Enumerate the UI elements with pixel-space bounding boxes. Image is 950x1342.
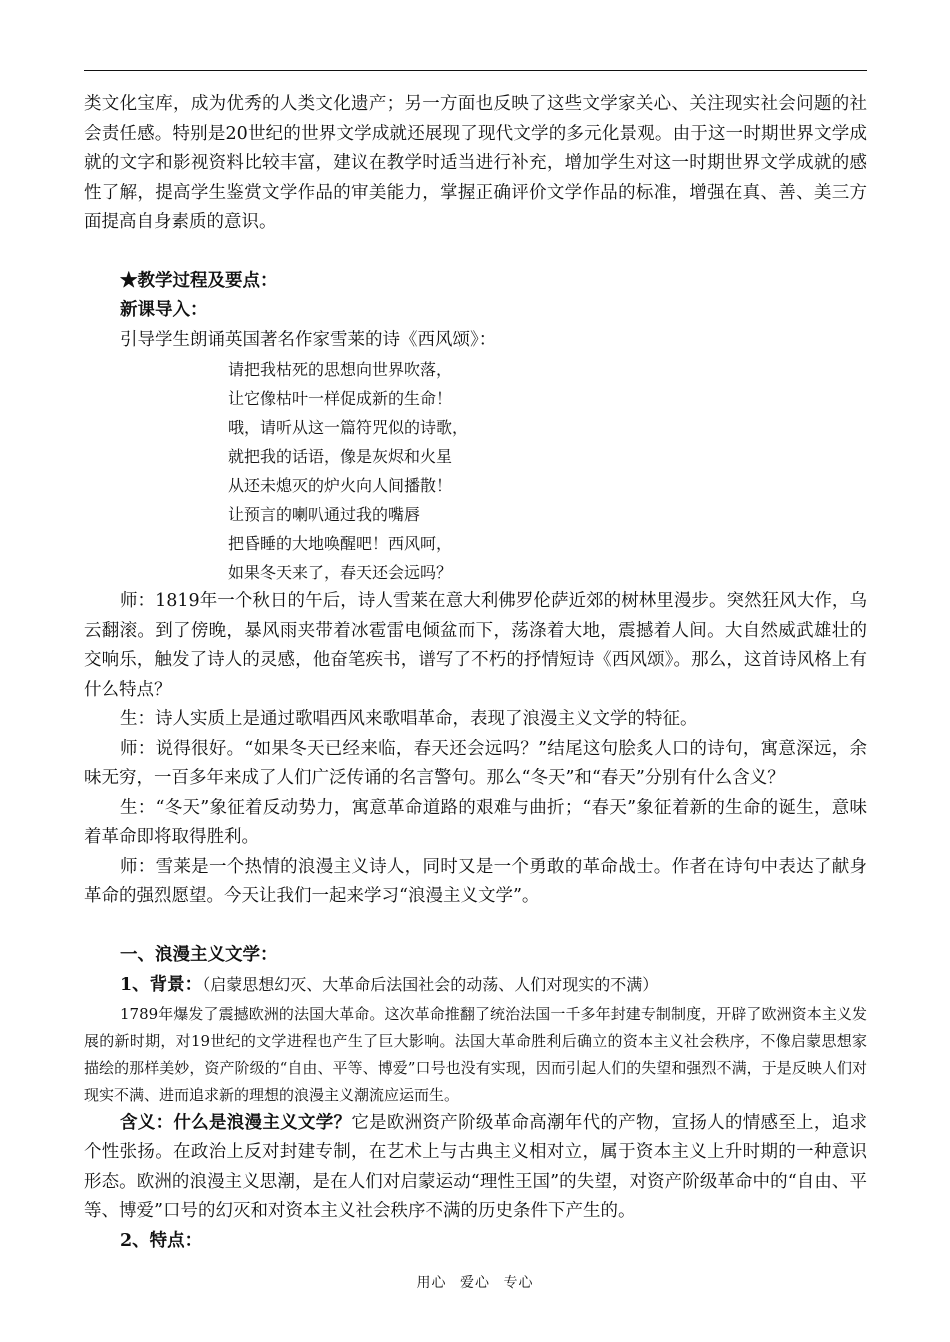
dialogue-paragraph: 师：1819年一个秋日的午后，诗人雪莱在意大利佛罗伦萨近郊的树林里漫步。突然狂风大作，乌云翻滚。到了傍晚，暴风雨夹带着冰雹雷电倾盆而下，荡涤着大地，震撼着人间。大自然威武雄壮的交响乐，触发了诗人的灵感，他奋笔疾书，谱写了不朽的抒情短诗《西风颂》。那么，这首诗风格上有什么特点？	[84, 591, 867, 700]
background-text: 1789年爆发了震撼欧洲的法国大革命。这次革命推翻了统治法国一千多年封建专制制度，开辟了欧洲资本主义发展的新时期，对19世纪的文学进程也产生了巨大影响。法国大革命胜利后确立的资本主义社会秩序，不像启蒙思想家描绘的那样美妙，资产阶级的“自由、平等、博爱”口号也没有实现，因而引起人们的失望和强烈不满，于是反映人们对现实不满、进而追求新的理想的浪漫主义潮流应运而生。	[84, 1004, 867, 1104]
poem-line: 让它像枯叶一样促成新的生命！	[228, 389, 453, 408]
header-rule	[84, 70, 867, 71]
section-teaching-heading: ★教学过程及要点：	[120, 270, 278, 291]
footer-word: 爱心	[460, 1275, 490, 1291]
poem-line: 从还未熄灭的炉火向人间播散！	[228, 476, 453, 495]
intro-paragraph: 类文化宝库，成为优秀的人类文化遗产；另一方面也反映了这些文学家关心、关注现实社会问题的社会责任感。特别是20世纪的世界文学成就还展现了现代文学的多元化景观。由于这一时期世界文学成就的文字和影视资料比较丰富，建议在教学时适当进行补充，增加学生对这一时期世界文学成就的感性了解，提高学生鉴赏文学作品的审美能力，掌握正确评价文学作品的标准，增强在真、善、美三方面提高自身素质的意识。	[84, 94, 867, 232]
meaning-paragraph	[84, 1109, 867, 1227]
page-footer	[0, 1272, 950, 1292]
footer-word: 用心	[416, 1275, 447, 1291]
dialogue-paragraph: 师：说得很好。“如果冬天已经来临，春天还会远吗？”结尾这句脍炙人口的诗句，寓意深远，余味无穷，一百多年来成了人们广泛传诵的名言警句。那么“冬天”和“春天”分别有什么含义？	[84, 738, 867, 788]
lead-in-heading: 新课导入：	[120, 300, 208, 320]
meaning-label: 含义：什么是浪漫主义文学？	[120, 1112, 352, 1133]
poem-line: 请把我枯死的思想向世界吹落，	[228, 360, 453, 379]
background-line	[84, 970, 867, 1001]
lead-in-text: 引导学生朗诵英国著名作家雪莱的诗《西风颂》：	[120, 329, 497, 350]
footer-word: 专心	[503, 1275, 534, 1291]
document-body	[84, 90, 867, 1256]
poem-line: 哦，请听从这一篇符咒似的诗歌，	[228, 418, 469, 437]
meaning-text: 它是欧洲资产阶级革命高潮年代的产物，宣扬人的情感至上，追求个性张扬。在政治上反对封建专制，在艺术上与古典主义相对立，属于资本主义上升时期的一种意识形态。欧洲的浪漫主义思潮，是在人们对启蒙运动“理性王国”的失望，对资产阶级革命中的“自由、平等、博爱”口号的幻灭和对资本主义社会秩序不满的历史条件下产生的。	[84, 1112, 868, 1221]
background-label: 1、背景：	[120, 975, 203, 995]
dialogue-paragraph: 师：雪莱是一个热情的浪漫主义诗人，同时又是一个勇敢的革命战士。作者在诗句中表达了献身革命的强烈愿望。今天让我们一起来学习“浪漫主义文学”。	[84, 856, 867, 906]
section-one-heading: 一、浪漫主义文学：	[120, 944, 278, 965]
poem-line: 把昏睡的大地唤醒吧！西风呵，	[228, 534, 453, 553]
dialogue-paragraph: 生：“冬天”象征着反动势力，寓意革命道路的艰难与曲折；“春天”象征着新的生命的诞生，意味着革命即将取得胜利。	[84, 797, 867, 847]
poem-line: 让预言的喇叭通过我的嘴唇	[228, 505, 421, 524]
dialogue-paragraph: 生：诗人实质上是通过歌唱西风来歌唱革命，表现了浪漫主义文学的特征。	[120, 709, 698, 729]
poem-line: 就把我的话语，像是灰烬和火星	[228, 447, 453, 466]
background-note: （启蒙思想幻灭、大革命后法国社会的动荡、人们对现实的不满）	[202, 975, 659, 994]
features-label: 2、特点：	[120, 1230, 203, 1251]
poem	[84, 355, 867, 587]
poem-line: 如果冬天来了，春天还会远吗？	[228, 563, 453, 582]
